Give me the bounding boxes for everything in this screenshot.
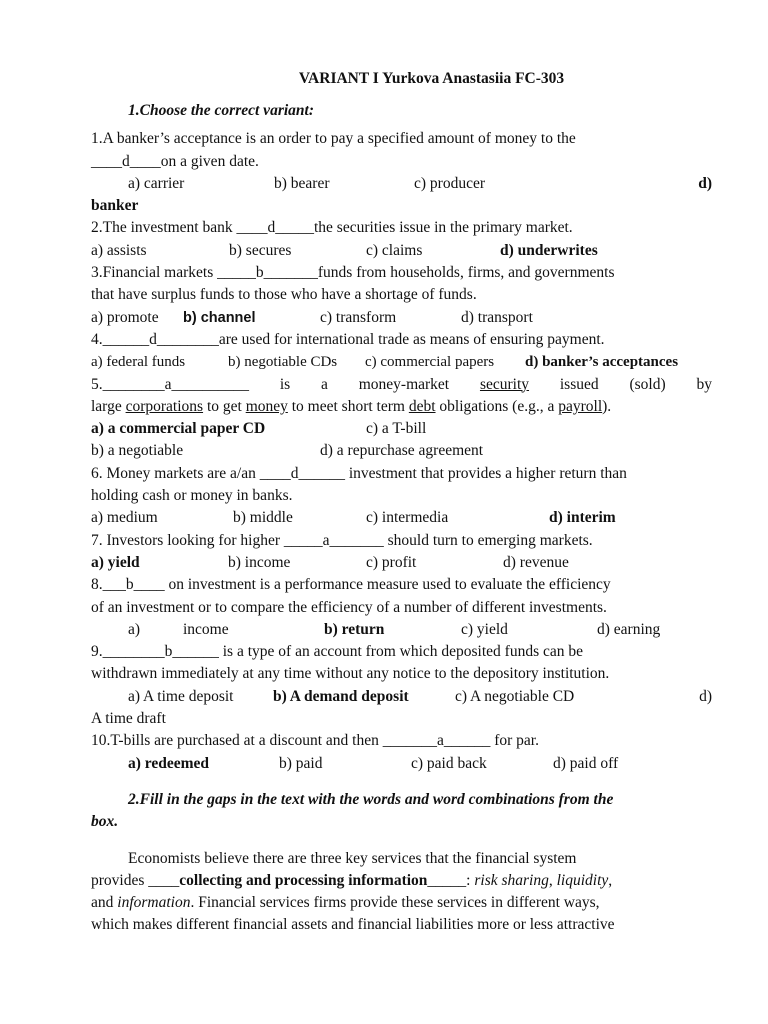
option-a: a) yield <box>91 553 140 571</box>
option-b: b) income <box>228 553 291 571</box>
option-b: b) negotiable CDs <box>228 354 338 371</box>
question-10-text: 10.T-bills are purchased at a discount and then _______a______ for par. <box>91 732 539 750</box>
option-b: b) secures <box>229 241 292 259</box>
option-b: b) paid <box>279 754 323 772</box>
option-d: d) a repurchase agreement <box>320 442 484 460</box>
option-a: a) A time deposit <box>128 687 234 705</box>
question-3-text-cont: that have surplus funds to those who have a shortage of funds. <box>91 286 477 304</box>
option-a: a) <box>128 620 141 638</box>
option-d: d) revenue <box>503 553 569 571</box>
question-9 <box>91 641 712 730</box>
option-d: d) interim <box>549 509 616 527</box>
option-d: d) underwrites <box>500 241 598 259</box>
question-1-text: 1.A banker’s acceptance is an order to pay a specified amount of money to the <box>91 130 576 148</box>
question-5-options-2 <box>91 440 712 462</box>
option-d: d) banker’s acceptances <box>525 354 679 371</box>
page-title: VARIANT I Yurkova Anastasiia FC-303 <box>298 70 565 87</box>
question-9-options <box>91 686 712 708</box>
question-8 <box>91 574 712 641</box>
link-security[interactable]: security <box>479 375 530 393</box>
option-c: c) A negotiable CD <box>455 687 575 705</box>
question-2-options <box>91 240 712 262</box>
option-a: a) medium <box>91 509 158 527</box>
question-5 <box>91 374 712 463</box>
option-b: b) return <box>324 620 385 638</box>
question-7-options <box>91 552 712 574</box>
option-c: c) yield <box>461 620 508 638</box>
question-6-options <box>91 507 712 529</box>
question-9-text-cont: withdrawn immediately at any time without any notice to the depository institution. <box>91 665 610 683</box>
option-c: c) a T-bill <box>366 420 427 438</box>
question-2-text: 2.The investment bank ____d_____the securities issue in the primary market. <box>91 219 573 237</box>
option-d-text: A time draft <box>91 710 166 728</box>
question-3-options <box>91 307 712 329</box>
question-8-options <box>91 619 712 641</box>
worksheet <box>91 66 712 937</box>
question-5-text: 5.________a__________ is a money-market security issued (sold) by <box>91 374 712 396</box>
option-b: b) channel <box>183 309 256 326</box>
question-8-text: 8.___b____ on investment is a performance measure used to evaluate the efficiency <box>91 576 611 594</box>
filled-answer: collecting and processing information <box>179 871 428 889</box>
question-10-options <box>91 753 712 775</box>
section-1-heading: 1.Choose the correct variant: <box>128 102 314 119</box>
question-3 <box>91 262 712 329</box>
option-a-text: income <box>183 620 229 638</box>
option-a: a) promote <box>91 308 159 326</box>
option-b: b) a negotiable <box>91 442 184 460</box>
question-8-text-cont: of an investment or to compare the efficiency of a number of different investments. <box>91 598 607 616</box>
question-10 <box>91 730 712 775</box>
option-d: d) earning <box>597 620 661 638</box>
option-c: c) claims <box>366 241 423 259</box>
option-a: a) a commercial paper CD <box>91 420 266 438</box>
option-c: c) commercial papers <box>365 354 495 371</box>
question-6-text-cont: holding cash or money in banks. <box>91 487 293 505</box>
link-payroll[interactable]: payroll <box>558 397 603 415</box>
option-d: d) paid off <box>553 754 619 772</box>
link-money[interactable]: money <box>245 397 288 415</box>
option-d-text: banker <box>91 197 139 215</box>
option-d: d) <box>698 174 712 192</box>
option-c: c) producer <box>414 174 485 192</box>
option-a: a) redeemed <box>128 754 210 772</box>
question-4 <box>91 329 712 374</box>
section-2-paragraph: Economists believe there are three key services that the financial system provides ____collecting and processing information_____: risk sharing, liquidity, and information. Financial services firms provide these services in different ways, which makes different financial assets and financial liabilities more or less attractive <box>91 849 615 934</box>
question-6-text: 6. Money markets are a/an ____d______ investment that provides a higher return than <box>91 464 627 482</box>
question-3-text: 3.Financial markets _____b_______funds from households, firms, and governments <box>91 264 615 282</box>
question-4-options <box>91 351 712 373</box>
question-5-text-cont: large corporations to get money to meet short term debt obligations (e.g., a payroll). <box>91 397 612 415</box>
option-c: c) paid back <box>411 754 487 772</box>
option-c: c) transform <box>320 308 397 326</box>
question-6 <box>91 463 712 530</box>
option-a: a) federal funds <box>91 354 186 371</box>
option-c: c) profit <box>366 553 417 571</box>
option-b: b) middle <box>233 509 293 527</box>
option-d: d) transport <box>461 308 533 326</box>
question-9-text: 9.________b______ is a type of an account from which deposited funds can be <box>91 643 584 661</box>
option-c: c) intermedia <box>366 509 449 527</box>
question-1-options <box>91 173 712 195</box>
question-1 <box>91 128 712 217</box>
section-2-heading: 2.Fill in the gaps in the text with the words and word combinations from the box. <box>91 790 614 831</box>
link-debt[interactable]: debt <box>408 397 436 415</box>
option-a: a) carrier <box>128 174 185 192</box>
option-b: b) bearer <box>274 174 330 192</box>
question-5-options-1 <box>91 418 712 440</box>
question-1-text-cont: ____d____on a given date. <box>91 152 259 170</box>
question-7-text: 7. Investors looking for higher _____a_______ should turn to emerging markets. <box>91 531 593 549</box>
option-a: a) assists <box>91 241 147 259</box>
link-corporations[interactable]: corporations <box>125 397 204 415</box>
option-b: b) A demand deposit <box>273 687 409 705</box>
question-2 <box>91 217 712 262</box>
question-4-text: 4.______d________are used for international trade as means of ensuring payment. <box>91 330 605 348</box>
option-d: d) <box>699 687 712 705</box>
question-7 <box>91 530 712 575</box>
